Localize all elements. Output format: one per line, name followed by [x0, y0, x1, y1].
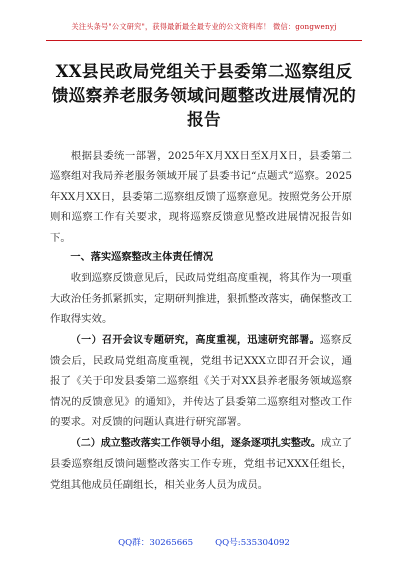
subsection-paragraph	[50, 330, 352, 433]
header-divider	[46, 40, 362, 41]
section-heading: 一、落实巡察整改主体责任情况	[70, 252, 214, 264]
subsection-text: 巡察反馈会后，民政局党组高度重视，党组书记XXX立即召开会议，通报了《关于印发县委第二巡察组《关于对XX县养老服务领域巡察情况的反馈意见》的通知》，并传达了县委第二巡察组对整改工作的要求。对反馈的问题认真进行研究部署。	[50, 333, 352, 429]
header-banner: 关注头条号"公文研究"，获得最新最全最专业的公文资料库！ 微信：gongwenyj	[71, 22, 337, 31]
subsection-heading: （二）成立整改落实工作领导小组，逐条逐项扎实整改。	[70, 437, 321, 449]
footer-qq-group: QQ群：30265665	[118, 538, 194, 548]
document-title	[40, 60, 368, 132]
footer-qq: QQ号:535304092	[215, 538, 290, 548]
intro-paragraph: 根据县委统一部署，2025年X月XX日至X月X日，县委第二巡察组对我局养老服务领域开展了县委书记“点题式”巡察。2025年XX月XX日，县委第二巡察组反馈了巡察意见。按照党务公开原则和巡察工作有关要求，现将巡察反馈意见整改进展情况报告如下。	[50, 150, 352, 244]
title-line: XX县民政局党组关于县委第二巡察组反	[55, 62, 353, 81]
document-body	[50, 146, 352, 495]
title-line: 馈巡察养老服务领域问题整改进展情况的	[51, 86, 357, 105]
footer-contacts	[0, 536, 408, 548]
title-line: 报告	[187, 110, 221, 129]
subsection-text: 成立了县委巡察组反馈问题整改落实工作专班，党组书记XXX任组长，党组其他成员任副组长，相关业务人员为成员。	[50, 436, 352, 491]
subsection-paragraph	[50, 433, 352, 495]
subsection-heading: （一）召开会议专题研究，高度重视，迅速研究部署。	[70, 334, 321, 346]
section-paragraph: 收到巡察反馈意见后，民政局党组高度重视，将其作为一项重大政治任务抓紧抓实，定期研判推进，狠抓整改落实，确保整改工作取得实效。	[50, 272, 352, 326]
